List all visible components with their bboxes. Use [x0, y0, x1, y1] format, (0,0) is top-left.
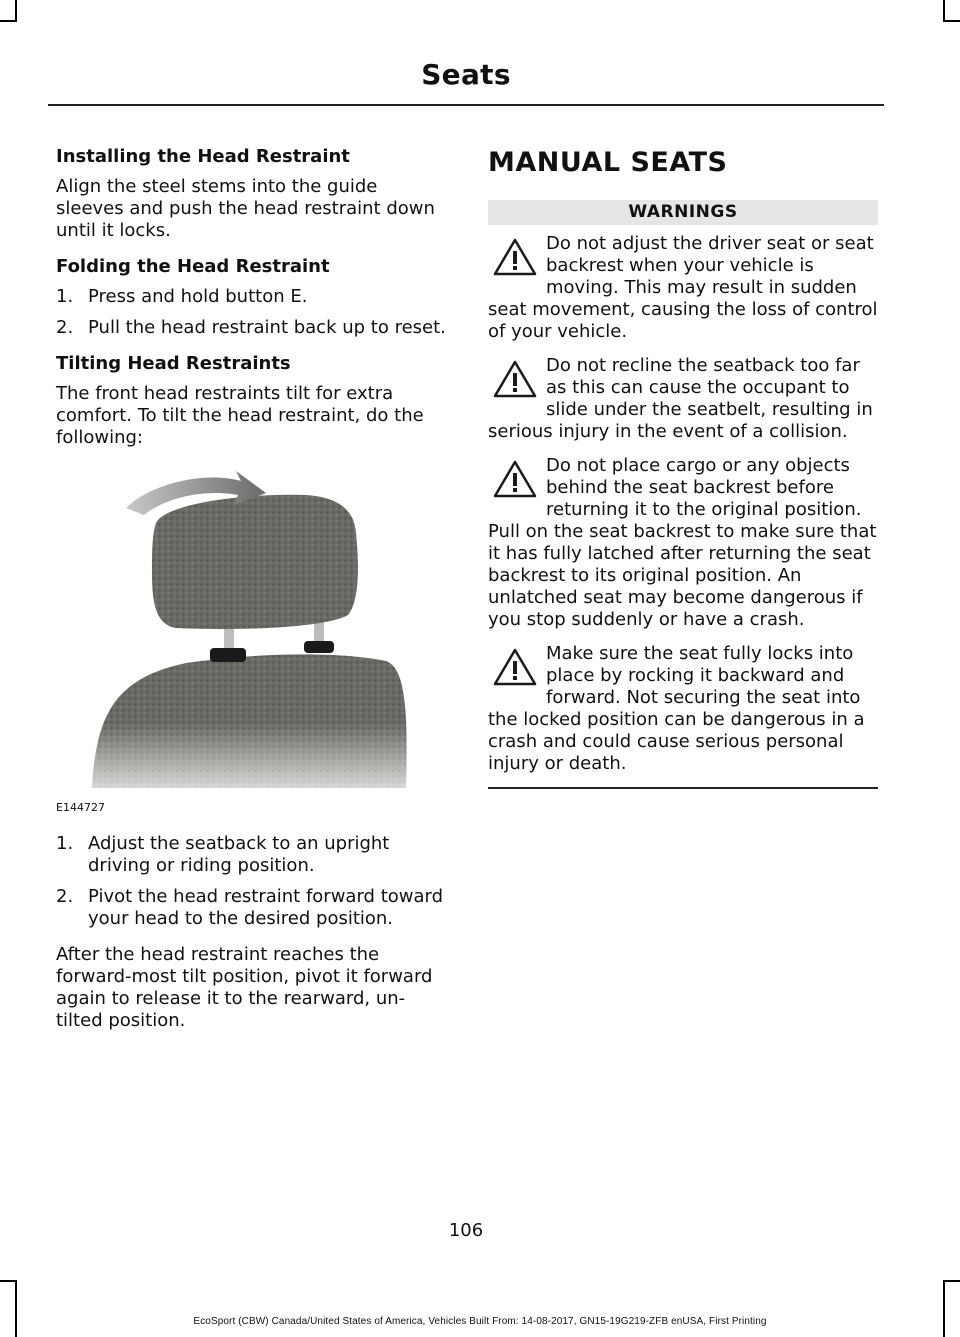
tilt-steps	[56, 833, 448, 930]
crop-mark	[943, 0, 945, 20]
crop-mark	[0, 20, 17, 22]
page-number: 106	[448, 1220, 484, 1241]
warning-triangle-icon	[492, 359, 538, 399]
list-item	[56, 886, 448, 930]
step-text: Pivot the head restraint forward toward your head to the desired position.	[88, 886, 444, 929]
warning-text: Do not place cargo or any objects behind the seat backrest before returning it to the original position. Pull on the seat backrest to make sure that it has fully latched after returning the seat backrest to its original position. An unlatched seat may become dangerous if you stop suddenly or have a crash.	[488, 455, 877, 630]
crop-mark	[15, 0, 17, 20]
installing-text: Align the steel stems into the guide sleeves and push the head restraint down until it locks.	[56, 176, 435, 241]
step-number: 2.	[56, 886, 74, 907]
after-text: After the head restraint reaches the forward-most tilt position, pivot it forward again to release it to the rearward, un-tilted position.	[56, 944, 433, 1031]
step-number: 1.	[56, 286, 74, 307]
step-text: Press and hold button E.	[88, 286, 308, 307]
warning-text: Do not recline the seatback too far as this can cause the occupant to slide under the seatbelt, resulting in serious injury in the event of a collision.	[488, 355, 873, 442]
footer-text: EcoSport (CBW) Canada/United States of America, Vehicles Built From: 14-08-2017, GN15-19G219-ZFB enUSA, First Printing	[193, 1316, 767, 1327]
crop-mark	[943, 20, 960, 22]
right-column	[488, 146, 878, 789]
step-number: 1.	[56, 833, 74, 854]
head-restraint-illustration	[56, 463, 448, 803]
crop-mark	[0, 1280, 17, 1282]
step-text: Adjust the seatback to an upright driving or riding position.	[88, 833, 390, 876]
crop-mark	[943, 1280, 945, 1337]
warning-triangle-icon	[492, 237, 538, 277]
list-item	[56, 286, 448, 308]
list-item	[56, 317, 448, 339]
warning-text: Make sure the seat fully locks into place by rocking it backward and forward. Not securing the seat into the locked position can be dangerous in a crash and could cause serious personal injury or death.	[488, 643, 865, 774]
left-column	[56, 146, 448, 1046]
installing-heading: Installing the Head Restraint	[56, 146, 350, 167]
warning-item	[488, 643, 878, 775]
step-text: Pull the head restraint back up to reset.	[88, 317, 446, 338]
head-restraint-figure	[56, 463, 448, 819]
list-item	[56, 833, 448, 877]
warnings-header: WARNINGS	[488, 200, 878, 225]
folding-heading: Folding the Head Restraint	[56, 256, 330, 277]
crop-mark	[943, 1280, 960, 1282]
tilting-heading: Tilting Head Restraints	[56, 353, 291, 374]
warnings-end-divider	[488, 787, 878, 789]
page-title: Seats	[421, 58, 511, 91]
section-title: MANUAL SEATS	[488, 147, 728, 178]
header-divider	[48, 104, 884, 106]
warning-text: Do not adjust the driver seat or seat backrest when your vehicle is moving. This may result in sudden seat movement, causing the loss of control of your vehicle.	[488, 233, 878, 342]
crop-mark	[15, 1280, 17, 1337]
figure-code: E144727	[56, 801, 105, 814]
folding-steps	[56, 286, 448, 339]
warning-item	[488, 455, 878, 631]
warning-triangle-icon	[492, 459, 538, 499]
warning-triangle-icon	[492, 647, 538, 687]
step-number: 2.	[56, 317, 74, 338]
warning-item	[488, 355, 878, 443]
tilting-text: The front head restraints tilt for extra comfort. To tilt the head restraint, do the following:	[56, 383, 424, 448]
warning-item	[488, 233, 878, 343]
